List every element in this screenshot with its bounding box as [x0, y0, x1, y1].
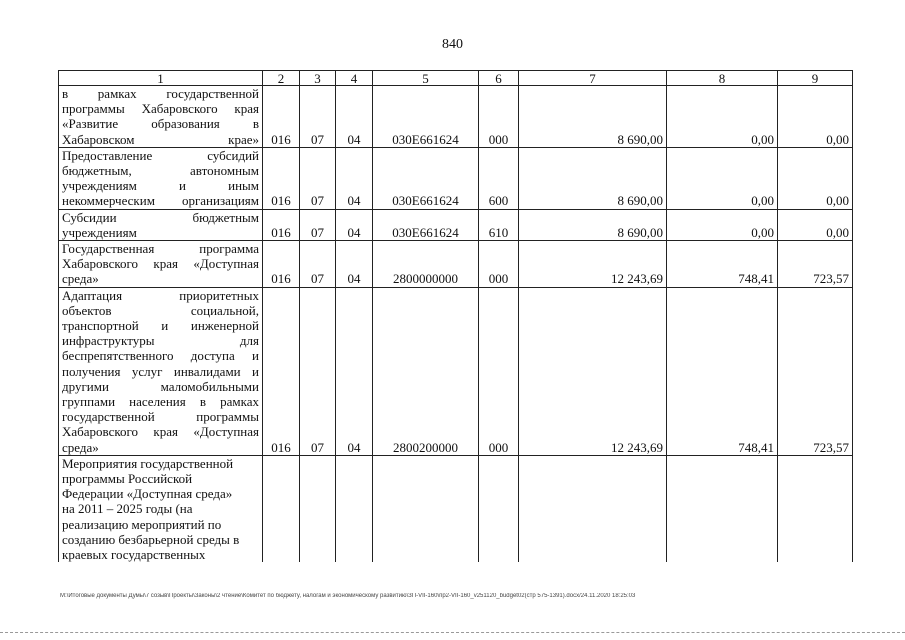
expense-description [59, 86, 263, 148]
description-line: Адаптация приоритетных [62, 287, 259, 303]
column-header: 7 [519, 71, 667, 86]
amount-col9: 0,00 [778, 147, 853, 209]
description-line: краевых государственных [62, 547, 206, 563]
table-row [59, 209, 853, 240]
description-line: на 2011 – 2025 годы (на [62, 501, 193, 517]
column-header: 4 [336, 71, 373, 86]
target-article-code: 2800200000 [373, 287, 479, 455]
amount-col7 [519, 455, 667, 562]
amount-col7: 8 690,00 [519, 209, 667, 240]
expense-description [59, 455, 263, 562]
section-code: 07 [300, 209, 336, 240]
ministry-code [263, 455, 300, 562]
subsection-code: 04 [336, 209, 373, 240]
ministry-code: 016 [263, 287, 300, 455]
section-code: 07 [300, 147, 336, 209]
description-line: объектов социальной, [62, 302, 259, 318]
target-article-code: 030Е661624 [373, 86, 479, 148]
target-article-code: 030Е661624 [373, 209, 479, 240]
expense-type-code: 610 [479, 209, 519, 240]
column-header: 5 [373, 71, 479, 86]
description-line: программы Российской [62, 471, 193, 487]
amount-col9: 723,57 [778, 287, 853, 455]
amount-col8: 748,41 [667, 287, 778, 455]
amount-col8 [667, 455, 778, 562]
column-header: 6 [479, 71, 519, 86]
expense-type-code [479, 455, 519, 562]
expense-description [59, 287, 263, 455]
amount-col7: 8 690,00 [519, 86, 667, 148]
expense-description [59, 209, 263, 240]
column-number-row [59, 71, 853, 86]
description-line: транспортной и инженерной [62, 318, 259, 334]
description-line: беспрепятственного доступа и [62, 348, 259, 364]
amount-col9: 0,00 [778, 86, 853, 148]
description-line: созданию безбарьерной среды в [62, 531, 240, 547]
ministry-code: 016 [263, 209, 300, 240]
amount-col7: 12 243,69 [519, 241, 667, 288]
amount-col9: 0,00 [778, 209, 853, 240]
description-line: программы Хабаровского края [62, 101, 259, 117]
table-row [59, 147, 853, 209]
table-row [59, 455, 853, 562]
amount-col8: 748,41 [667, 241, 778, 288]
document-file-path: M:\Итоговые документы Думы\7 созыв\Проекты\Законы\2 чтение\Комитет по бюджету, налогам и экономическому развитию\ЗП-VII-160\пр2-VII-160_v251120_budget02(стр 575-1391).docx/24.11.2020 18:25:03 [60, 593, 636, 599]
description-line: «Развитие образования в [62, 116, 259, 132]
description-line: реализацию мероприятий по [62, 516, 222, 532]
description-line: Мероприятия государственной [62, 455, 234, 471]
description-line: учреждениям и иным [62, 178, 259, 194]
subsection-code: 04 [336, 147, 373, 209]
subsection-code: 04 [336, 241, 373, 288]
section-code: 07 [300, 241, 336, 288]
description-line: в рамках государственной [62, 86, 259, 101]
section-code: 07 [300, 86, 336, 148]
expense-description [59, 241, 263, 288]
description-line: Хабаровском крае» [62, 131, 259, 147]
target-article-code: 2800000000 [373, 241, 479, 288]
expense-type-code: 000 [479, 287, 519, 455]
description-line: Хабаровского края «Доступная [62, 424, 259, 440]
target-article-code [373, 455, 479, 562]
column-header: 9 [778, 71, 853, 86]
description-line: некоммерческим организациям [62, 193, 259, 209]
description-line: Субсидии бюджетным [62, 209, 259, 225]
description-line: бюджетным, автономным [62, 163, 259, 179]
section-code: 07 [300, 287, 336, 455]
target-article-code: 030Е661624 [373, 147, 479, 209]
expense-type-code: 000 [479, 86, 519, 148]
column-header: 3 [300, 71, 336, 86]
subsection-code: 04 [336, 86, 373, 148]
description-line: группами населения в рамках [62, 394, 259, 410]
table-row [59, 86, 853, 148]
ministry-code: 016 [263, 241, 300, 288]
amount-col8: 0,00 [667, 86, 778, 148]
description-line: Предоставление субсидий [62, 147, 259, 163]
expense-type-code: 000 [479, 241, 519, 288]
amount-col7: 12 243,69 [519, 287, 667, 455]
column-header: 1 [59, 71, 263, 86]
description-line: Государственная программа [62, 241, 259, 257]
description-line: Федерации «Доступная среда» [62, 486, 233, 502]
amount-col9 [778, 455, 853, 562]
column-header: 2 [263, 71, 300, 86]
description-line: инфраструктуры для [62, 333, 259, 349]
budget-table [58, 70, 853, 562]
amount-col9: 723,57 [778, 241, 853, 288]
subsection-code: 04 [336, 287, 373, 455]
scan-edge-divider [0, 632, 905, 634]
table-row [59, 287, 853, 455]
expense-description [59, 147, 263, 209]
table-row [59, 241, 853, 288]
ministry-code: 016 [263, 147, 300, 209]
description-line: учреждениям [62, 224, 137, 240]
description-line: получения услуг инвалидами и [62, 363, 259, 379]
amount-col7: 8 690,00 [519, 147, 667, 209]
description-line: среда» [62, 271, 99, 287]
amount-col8: 0,00 [667, 209, 778, 240]
description-line: другими маломобильными [62, 378, 259, 394]
section-code [300, 455, 336, 562]
expense-type-code: 600 [479, 147, 519, 209]
amount-col8: 0,00 [667, 147, 778, 209]
page-number: 840 [442, 37, 463, 52]
subsection-code [336, 455, 373, 562]
description-line: среда» [62, 439, 99, 455]
description-line: государственной программы [62, 409, 259, 425]
description-line: Хабаровского края «Доступная [62, 256, 259, 272]
ministry-code: 016 [263, 86, 300, 148]
column-header: 8 [667, 71, 778, 86]
